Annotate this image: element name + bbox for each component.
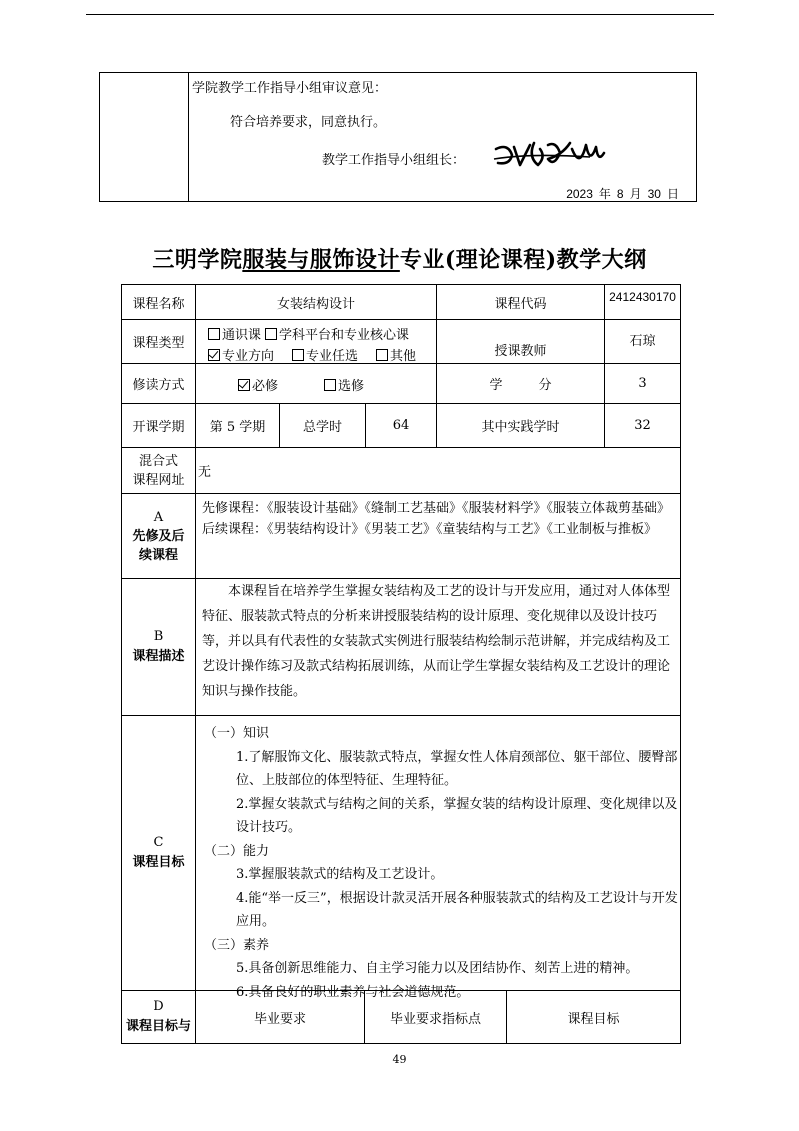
practice-hours-value: 32: [604, 403, 681, 448]
prerequisite-courses: 先修课程：《服装设计基础》《缝制工艺基础》《服装材料学》《服装立体裁剪基础》: [202, 501, 671, 516]
course-name-label: 课程名称: [121, 284, 196, 320]
study-mode-label: 修读方式: [121, 363, 196, 404]
study-mode-options: 必修 选修: [195, 363, 437, 404]
approval-left-cell: [100, 73, 189, 201]
description-cell: [195, 578, 681, 716]
section-d-label: D 课程目标与: [121, 990, 196, 1044]
approval-date: 2023 年 8 月 30 日: [566, 187, 679, 201]
followup-courses: 后续课程：《男装结构设计》《男装工艺》《童装结构与工艺》《工业制板与推板》: [202, 522, 658, 537]
checkbox-elective[interactable]: [292, 349, 304, 361]
total-hours-label: 总学时: [279, 403, 366, 448]
section-b-label: B 课程描述: [121, 578, 196, 716]
approval-signer-label: 教学工作指导小组组长：: [322, 153, 466, 168]
goal-4: 4.能“举一反三”，根据设计款灵活开展各种服装款式的结构及工艺设计与开发应用。: [236, 890, 678, 929]
checkbox-required[interactable]: [238, 379, 250, 391]
section-c-label: C 课程目标: [121, 715, 196, 991]
goal-5: 5.具备创新思维能力、自主学习能力以及团结协作、刻苦上进的精神。: [236, 961, 639, 976]
checkbox-core[interactable]: [265, 328, 277, 340]
goal-1: 1.了解服饰文化、服装款式特点，掌握女性人体肩颈部位、躯干部位、腰臀部位、上肢部位的体型特征、生理特征。: [236, 749, 678, 788]
total-hours-value: 64: [365, 403, 437, 448]
mixed-course-value: 无: [195, 447, 681, 494]
teacher-value: 石琼: [604, 319, 681, 364]
approval-box: [99, 72, 697, 202]
goal-heading-ability: （二）能力: [204, 843, 270, 859]
syllabus-table: [121, 284, 681, 1044]
approval-opinion: 符合培养要求，同意执行。: [230, 115, 387, 130]
col-graduation-requirement: 毕业要求: [195, 990, 365, 1044]
checkbox-other[interactable]: [376, 349, 388, 361]
teacher-label: 授课教师: [436, 319, 605, 364]
course-type-label: 课程类型: [121, 319, 196, 364]
prerequisite-cell: [195, 493, 681, 579]
course-code-value: 2412430170: [604, 284, 681, 320]
col-course-goal: 课程目标: [506, 990, 681, 1044]
semester-value: 第 5 学期: [195, 403, 280, 448]
credit-label: 学 分: [436, 363, 605, 404]
page-title: 三明学院服装与服饰设计专业(理论课程)教学大纲: [152, 247, 647, 273]
approval-heading: 学院教学工作指导小组审议意见：: [192, 81, 388, 96]
course-code-label: 课程代码: [436, 284, 605, 320]
semester-label: 开课学期: [121, 403, 196, 448]
goal-heading-knowledge: （一）知识: [204, 726, 270, 741]
goal-6: 6.具备良好的职业素养与社会道德规范。: [236, 984, 470, 1000]
course-name-value: 女装结构设计: [195, 284, 437, 320]
mixed-course-label: 混合式 课程网址: [121, 447, 196, 494]
page-number: 49: [392, 1053, 407, 1066]
checkbox-optional[interactable]: [324, 379, 336, 391]
goal-2: 2.掌握女装款式与结构之间的关系，掌握女装的结构设计原理、变化规律以及设计技巧。: [236, 796, 678, 835]
header-rule: [86, 14, 714, 15]
course-type-options: 通识课 学科平台和专业核心课 专业方向 专业任选 其他: [195, 319, 437, 364]
goals-cell: [195, 715, 681, 1000]
handwritten-signature: [490, 135, 610, 175]
course-description: 本课程旨在培养学生掌握女装结构及工艺的设计与开发应用，通过对人体体型特征、服装款式特点的分析来讲授服装结构的设计原理、变化规律以及设计技巧等，并以具有代表性的女装款式实例进行服装结构绘制示范讲解，并完成结构及工艺设计操作练习及款式结构拓展训练，从而让学生掌握女装结构及工艺设计的理论知识与操作技能。: [202, 584, 671, 699]
checkbox-general[interactable]: [208, 328, 220, 340]
section-a-label: A 先修及后 续课程: [121, 493, 196, 579]
goal-3: 3.掌握服装款式的结构及工艺设计。: [236, 867, 444, 882]
col-indicator-point: 毕业要求指标点: [364, 990, 507, 1044]
practice-hours-label: 其中实践学时: [436, 403, 605, 448]
checkbox-direction[interactable]: [208, 349, 220, 361]
credit-value: 3: [604, 363, 681, 404]
goal-heading-quality: （三）素养: [204, 937, 270, 953]
